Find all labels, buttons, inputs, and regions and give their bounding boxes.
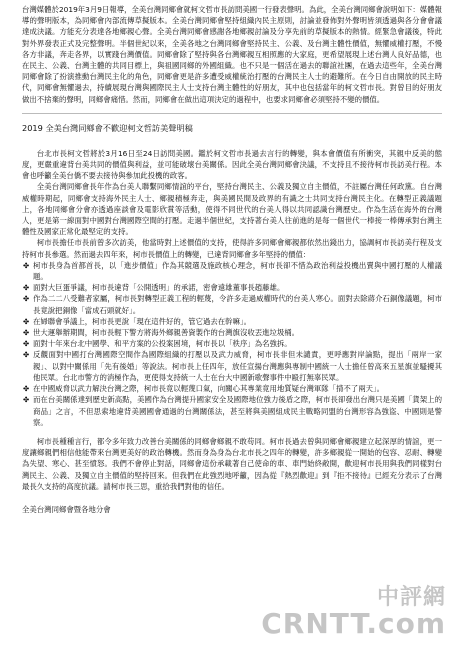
watermark-logo: 中評網 CRNTT.com bbox=[261, 585, 446, 640]
bullet-icon: ✤ bbox=[23, 294, 30, 304]
bullet-icon: ✤ bbox=[23, 384, 30, 394]
list-item: ✤ 世大運舉辦期間，柯市長輕下警方將海外鄉親善資製作的台灣旗沒收丟進垃圾桶。 bbox=[23, 328, 300, 338]
bullet-icon: ✤ bbox=[23, 260, 30, 270]
list-item: ✤ 作為二二八受難者家屬，柯市長對轉型正義工程的輕蔑，令許多走過威權時代的台美人寒心。面對去除蔣介石銅像議題，柯市長竟說把銅像「當成石頭就好」。 bbox=[23, 294, 442, 315]
list-item: ✤ 反觀面對中國打台灣國際空間作為國際組織的打壓以及武力威脅，柯市長非但未譴責，更呼應對岸論點，提出「兩岸一家親」、以對中關係用「先有後婚」等說法。柯市長上任四年，放任宣揚台灣應與專制中國統一人士擔任曾高來五星旗並騷擾其他民眾。台北市警方的消極作為，更使得支持統一人士在台大中國新歌聲事件中毆打無辜民眾。 bbox=[23, 350, 442, 382]
list-item: ✤ 在婦聯會爭議上，柯市長更說「現在這件好的，管它過去在幹嘛」。 bbox=[23, 316, 252, 326]
list-item: ✤ 柯市長身為首都首長，以「進步價值」作為其競選及施政核心理念，柯市長卻不惜為政治利益投機出賣與中國打壓的人權議題。 bbox=[23, 260, 442, 282]
list-item: ✤ 面對大巨蛋爭議，柯市長違背「公開透明」的承諾，密會遠雄董事長趙藤雄。 bbox=[23, 283, 285, 293]
intro-paragraph: 台灣媒體於2019年3月9日報導，全美台灣同鄉會就柯文哲市長訪問美國一行發表聲明。為此，全美台灣同鄉會說明如下：媒體報導的聲明版本，為同鄉會內部流傳草擬版本。全美台灣同鄉會堅持組織內民主原則，討論並發佈對外聲明皆須透過與各分會會議達成決議。方能充分表達各地鄉親心聲。全美台灣同鄉會感謝各地鄉親討論及分享先前的草擬版本的熱情。經緊急會議後，特此對外界發表正式及完整聲明。半個世紀以來，全美各地之台灣同鄉會堅持民主、公義、及台灣主體性價值，無懼威權打壓，不慢各方非議，奔走各界，以實踐台灣價值。同鄉會除了堅持與各台灣鄉親互相照應的大家庭，更希望展現上述台灣人良好品德，也在民主、公義、台灣主體的共同目標上，與祖國同鄉的外國組織。也不只是一個活在過去的聯誼社團，在過去這些年，全美台灣同鄉會除了扮演推動台灣民主化的角色，同鄉會更是許多遭受威權統治打壓的台灣民主人士的避難所。在今日自由開放的民主時代，同鄉會無懼過去，持續展現台灣與國際民主人士支持台灣主體性的好朋友，其中也包括當年的柯文哲市長。對曾目的好朋友做出不捨棄的聲明，同鄉會痛惜。然而，同鄉會在做出這項決定的過程中，也要求同鄉會必須堅持不變的價值。 bbox=[22, 5, 442, 104]
list-item: ✤ 面對十年來台北中國學、和平方案的公投案困境，柯市長以「秩序」為名強拆。 bbox=[23, 339, 292, 349]
list-item: ✤ 在中國威脅以武力解決台灣之際，柯市長竟以輕蔑口氣，向關心其專業竟用地質疑台灣軍隊「揹不了兩天」。 bbox=[23, 384, 385, 394]
bullet-icon: ✤ bbox=[23, 350, 30, 360]
paragraph-3: 柯市長擔任市長前曾多次訪美，他當時對上述價值的支持，使得許多同鄉會鄉親都依然出錢出力，協調柯市長訪美行程及支持柯市長參選。然而過去四年來，柯市長價值上的轉變，已違背同鄉會多年堅持的價值： bbox=[22, 238, 442, 259]
bullet-icon: ✤ bbox=[23, 339, 30, 349]
bullet-icon: ✤ bbox=[23, 316, 30, 326]
document bbox=[22, 4, 442, 515]
statement-title: 2019 全美台灣同鄉會不歡迎柯文哲訪美聲明稿 bbox=[22, 122, 193, 133]
bullet-icon: ✤ bbox=[23, 395, 30, 405]
paragraph-1: 台北市長柯文哲將於3月16日至24日訪問美國。鑑於柯文哲市長過去言行的轉變，與本會價值有所衝突，其親中反美的態度，更嚴重違背台美共同的價值與利益，並可能破壞台美關係。因此全美台灣同鄉會決議，不支持且不接待柯市長訪美行程。本會也呼籲全美台僑不要去接待與參加此投機的政客。 bbox=[22, 148, 442, 181]
bullet-icon: ✤ bbox=[23, 283, 30, 293]
divider bbox=[22, 113, 442, 114]
paragraph-4: 柯市長種種言行，都令多年致力改善台美關係的同鄉會鄉親不敢苟同。柯市長過去曾與同鄉會鄉親建立起深厚的情誼，更一度讓鄉親們相信他能帶來台灣更美好的政治轉機。然而身為身為台北市長之四年的轉變，許多鄉親從一開始的包容、忍耐、轉變為失望、寒心、甚至憤怒。我們不會停止對話，同鄉會這份承載著自己使命的車、車門始終敞開，歡迎柯市長用與我們同樣對台灣民主、公義、及獨立自主價值的堅持回來。但我們在此強烈地呼籲，因為從『熱烈歡迎』到『拒不接待』已經充分表示了台灣最長久支持的高度抗議。請柯市長三思，重拾我們對他的信任。 bbox=[22, 436, 442, 491]
paragraph-2: 全美台灣同鄉會長年作為台美人聯繫同鄉情誼的平台，堅持台灣民主、公義及獨立自主價值，不註屬台灣任何政黨。自台灣威權時期起，同鄉會支持海外民主人士、鄉親積極奔走，與美國民間及政界的有識之士共同支持台灣民主化。在轉型正義議題上，各地同鄉會分會亦透過座談會及電影欣賞等活動，使得不同世代的台美人得以共同認識台灣歷史。作為生活在海外的台灣人，更是第一線面對中國對台灣國際空間的打壓。走過半個世紀，支持著台美人往前進的是每一個世代一棒接一棒傳承對台灣主體性及國家正常化最堅定的支持。 bbox=[22, 182, 442, 237]
signature: 全美台灣同鄉會暨各地分會 bbox=[22, 504, 111, 514]
bullet-icon: ✤ bbox=[23, 328, 30, 338]
bullet-list bbox=[22, 260, 442, 428]
list-item: ✤ 而在台美關係達到歷史新高點，美國作為台灣提升國家安全及國際地位強力後盾之際，柯市長卻發出台灣只是美國「貨架上的商品」之言，不但思索地違背美國國會通過的台灣關係法，甚至將與美國組成民主戰略同盟的台灣形容為強盜、中國則是警察。 bbox=[23, 395, 442, 427]
